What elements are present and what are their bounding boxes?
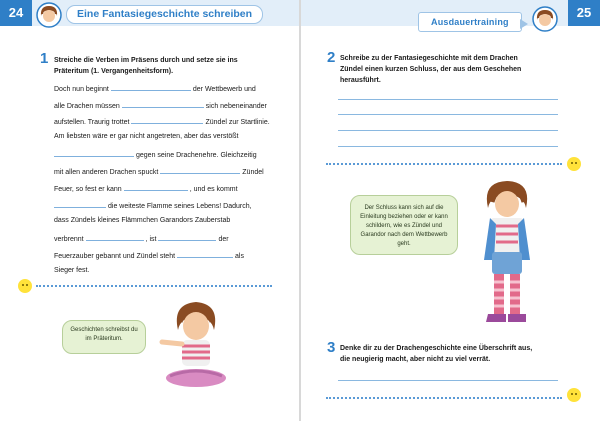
line-text: Zündel: [242, 169, 264, 176]
task1-instruction-line2: Präteritum (1. Vergangenheitsform).: [54, 68, 174, 75]
speech-bubble-right: Der Schluss kann sich auf die Einleitung beziehen oder er kann schildern, wie es Zündel und Garandor nach dem Wettbewerb geht.: [350, 195, 458, 255]
girl-avatar-icon: [36, 2, 62, 28]
page-title: Eine Fantasiegeschichte schreiben: [66, 5, 263, 24]
book-gutter: [299, 0, 301, 421]
blank-field[interactable]: [54, 200, 106, 208]
blank-field[interactable]: [158, 233, 216, 241]
task1-line: [54, 250, 244, 262]
speech-bubble-left: Geschichten schreibst du im Präteritum.: [62, 320, 146, 354]
line-text: mit allen anderen Drachen spuckt: [54, 169, 159, 176]
smiley-icon: [567, 388, 581, 402]
line-text: Am liebsten wäre er gar nicht angetreten, aber das verstößt: [54, 133, 239, 140]
writing-line[interactable]: [338, 146, 558, 147]
writing-line[interactable]: [338, 380, 558, 381]
task-number-3: 3: [327, 339, 336, 356]
blank-field[interactable]: [111, 83, 191, 91]
task1-line: [54, 183, 238, 195]
line-text: , und es kommt: [189, 186, 238, 193]
dotted-divider: [36, 285, 272, 287]
line-text: aufstellen. Traurig trottet: [54, 119, 130, 126]
blank-field[interactable]: [160, 166, 240, 174]
line-text: Doch nun beginnt: [54, 86, 109, 93]
task1-line: [54, 200, 252, 212]
line-text: dass Zündels kleines Flämmchen Garandors Zauberstab: [54, 217, 231, 224]
task1-line: [54, 233, 229, 245]
task1-line: [54, 83, 256, 95]
blank-field[interactable]: [122, 100, 204, 108]
page-number-right: 25: [568, 0, 600, 26]
page-number-left: 24: [0, 0, 32, 26]
task1-line: [54, 132, 238, 142]
training-tab: Ausdauertraining: [418, 12, 522, 32]
line-text: die weiteste Flamme seines Lebens! Dadurch,: [108, 203, 252, 210]
task1-instruction-line1: Streiche die Verben im Präsens durch und setze sie ins: [54, 57, 238, 64]
task1-line: [54, 166, 264, 178]
line-text: gegen seine Drachenehre. Gleichzeitig: [136, 152, 257, 159]
line-text: Feuerzauber gebannt und Zündel steht: [54, 253, 176, 260]
smiley-icon: [567, 157, 581, 171]
task1-line: [54, 266, 89, 276]
line-text: , ist: [145, 236, 157, 243]
line-text: Sieger fest.: [54, 267, 90, 274]
task1-line: [54, 100, 267, 112]
task1-line: [54, 216, 230, 226]
line-text: verbrennt: [54, 236, 84, 243]
dotted-divider: [326, 163, 562, 165]
blank-field[interactable]: [177, 250, 233, 258]
writing-line[interactable]: [338, 99, 558, 100]
dotted-divider: [326, 397, 562, 399]
blank-field[interactable]: [54, 149, 134, 157]
task2-instruction-line2: Zündel einen kurzen Schluss, der aus dem Geschehen: [340, 66, 522, 73]
task3-instruction-line2: die neugierig macht, aber nicht zu viel verrät.: [340, 356, 491, 363]
task1-line: [54, 149, 257, 161]
line-text: der: [218, 236, 229, 243]
line-text: als: [235, 253, 244, 260]
blank-field[interactable]: [124, 183, 188, 191]
smiley-icon: [18, 279, 32, 293]
blank-field[interactable]: [131, 116, 203, 124]
girl-sitting-illustration: [156, 296, 236, 392]
writing-line[interactable]: [338, 114, 558, 115]
task-number-2: 2: [327, 49, 336, 66]
line-text: sich nebeneinander: [205, 103, 267, 110]
task-number-1: 1: [40, 50, 49, 67]
girl-standing-illustration: [472, 178, 542, 328]
training-tab-pointer: [520, 19, 528, 29]
task3-instruction-line1: Denke dir zu der Drachengeschichte eine Überschrift aus,: [340, 345, 533, 352]
blank-field[interactable]: [86, 233, 144, 241]
line-text: der Wettbewerb und: [192, 86, 256, 93]
line-text: Zündel zur Startlinie.: [205, 119, 270, 126]
line-text: Feuer, so fest er kann: [54, 186, 122, 193]
task1-line: [54, 116, 270, 128]
task2-instruction-line1: Schreibe zu der Fantasiegeschichte mit dem Drachen: [340, 55, 518, 62]
line-text: alle Drachen müssen: [54, 103, 120, 110]
girl-avatar-icon-right: [532, 6, 558, 32]
task2-instruction-line3: herausführt.: [340, 77, 381, 84]
writing-line[interactable]: [338, 130, 558, 131]
